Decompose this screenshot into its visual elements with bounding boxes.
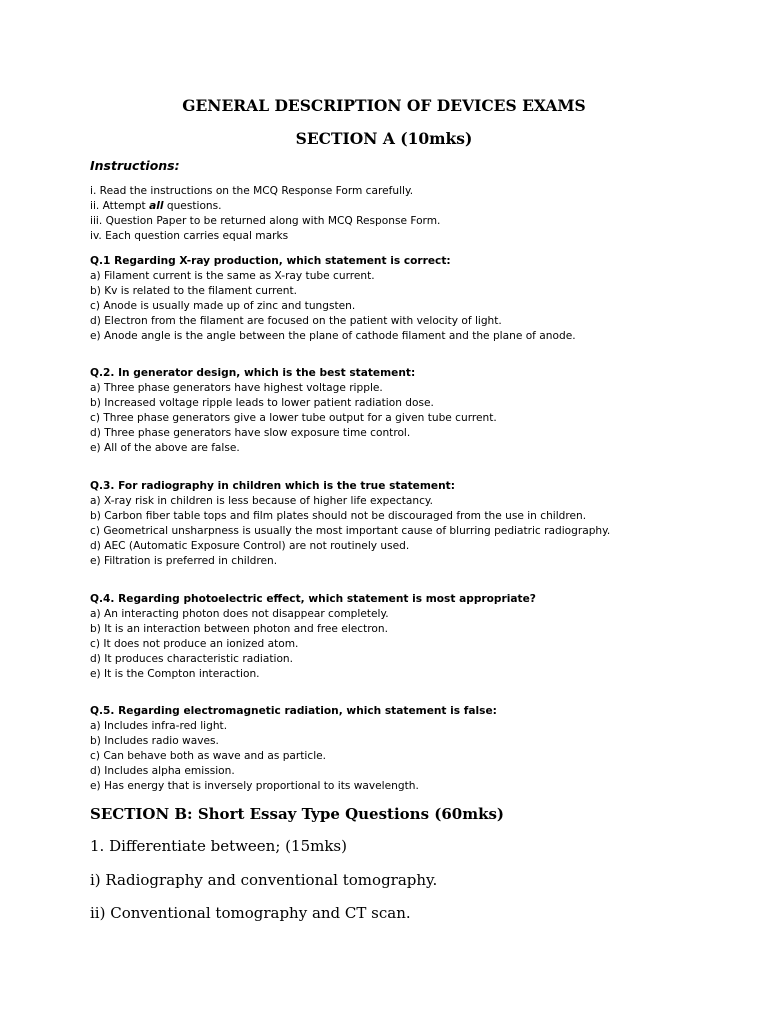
question-block (90, 704, 497, 794)
question-title: Q.5. Regarding electromagnetic radiation, which statement is false: (90, 705, 497, 717)
question-option: c) Three phase generators give a lower tube output for a given tube current. (90, 412, 497, 424)
question-option: c) It does not produce an ionized atom. (90, 638, 299, 650)
question-option: c) Can behave both as wave and as particle. (90, 750, 327, 762)
question-block (90, 254, 576, 344)
question-option: a) X-ray risk in children is less because of higher life expectancy. (90, 495, 434, 507)
instruction-emphasis: all (149, 200, 164, 212)
section-a-heading: SECTION A (10mks) (295, 129, 473, 148)
instruction-text: ii. Attempt (90, 200, 150, 212)
essay-question: 1. Differentiate between; (15mks) (90, 837, 347, 855)
question-option: b) Increased voltage ripple leads to lower patient radiation dose. (90, 397, 434, 409)
essay-subquestion: ii) Conventional tomography and CT scan. (90, 904, 411, 922)
question-option: a) Three phase generators have highest voltage ripple. (90, 382, 383, 394)
question-option: d) Electron from the filament are focused on the patient with velocity of light. (90, 315, 502, 327)
question-option: d) It produces characteristic radiation. (90, 653, 294, 665)
exam-title: GENERAL DESCRIPTION OF DEVICES EXAMS (182, 96, 586, 115)
question-option: e) Has energy that is inversely proportional to its wavelength. (90, 780, 419, 792)
question-option: a) Filament current is the same as X-ray tube current. (90, 270, 375, 282)
question-option: e) It is the Compton interaction. (90, 668, 260, 680)
essay-subquestion: i) Radiography and conventional tomography. (90, 871, 438, 889)
question-block (90, 366, 497, 456)
question-block (90, 479, 610, 569)
instruction-item: i. Read the instructions on the MCQ Response Form carefully. (90, 185, 414, 197)
question-option: a) Includes infra-red light. (90, 720, 228, 732)
question-option: c) Anode is usually made up of zinc and tungsten. (90, 300, 356, 312)
question-option: c) Geometrical unsharpness is usually the most important cause of blurring pediatric radiography. (90, 525, 611, 537)
question-option: b) It is an interaction between photon and free electron. (90, 623, 388, 635)
question-title: Q.1 Regarding X-ray production, which statement is correct: (90, 255, 451, 267)
question-title: Q.4. Regarding photoelectric effect, which statement is most appropriate? (90, 593, 536, 605)
question-option: d) AEC (Automatic Exposure Control) are not routinely used. (90, 540, 410, 552)
instruction-item (90, 199, 440, 214)
question-option: d) Three phase generators have slow exposure time control. (90, 427, 411, 439)
instruction-text: questions. (163, 200, 222, 212)
question-option: e) Filtration is preferred in children. (90, 555, 278, 567)
question-option: b) Carbon fiber table tops and film plates should not be discouraged from the use in children. (90, 510, 587, 522)
question-option: e) Anode angle is the angle between the plane of cathode filament and the plane of anode. (90, 330, 576, 342)
instruction-item: iii. Question Paper to be returned along with MCQ Response Form. (90, 215, 441, 227)
section-b-heading: SECTION B: Short Essay Type Questions (60mks) (90, 805, 505, 823)
instructions-list (90, 184, 440, 244)
question-title: Q.3. For radiography in children which is the true statement: (90, 480, 455, 492)
question-option: e) All of the above are false. (90, 442, 240, 454)
question-block (90, 592, 536, 682)
instructions-heading: Instructions: (90, 158, 180, 173)
instruction-item: iv. Each question carries equal marks (90, 230, 289, 242)
question-option: b) Includes radio waves. (90, 735, 219, 747)
question-option: a) An interacting photon does not disappear completely. (90, 608, 389, 620)
question-title: Q.2. In generator design, which is the best statement: (90, 367, 416, 379)
question-option: b) Kv is related to the filament current. (90, 285, 297, 297)
question-option: d) Includes alpha emission. (90, 765, 235, 777)
